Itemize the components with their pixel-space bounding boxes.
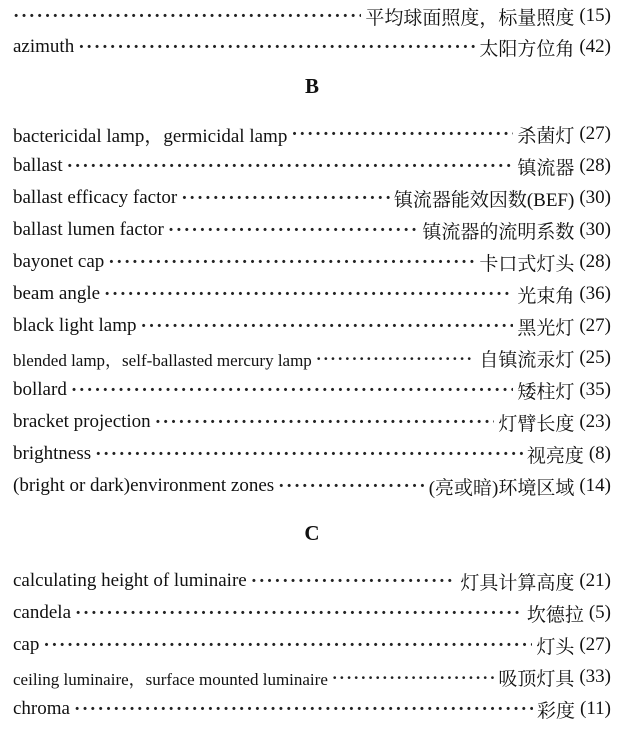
entry-term: black light lamp <box>13 315 137 336</box>
dot-leader <box>67 156 514 177</box>
dot-leader <box>43 635 532 656</box>
entry-chinese: 坎德拉 <box>526 604 584 626</box>
index-entry <box>13 248 611 276</box>
entry-term: ballast lumen factor <box>13 219 164 240</box>
entry-term: cap <box>13 634 40 655</box>
dot-leader <box>278 476 425 497</box>
index-entry <box>13 344 611 372</box>
entry-term: blended lamp，self-ballasted mercury lamp <box>13 350 312 370</box>
entry-chinese: 太阳方位角 <box>479 38 575 60</box>
dot-leader <box>108 252 475 273</box>
entry-page: (15) <box>579 5 611 26</box>
dot-leader <box>13 6 361 27</box>
index-entry <box>13 152 611 180</box>
entry-page: (25) <box>579 347 611 368</box>
index-entry <box>13 631 611 659</box>
index-entry <box>13 695 611 723</box>
entry-chinese: 平均球面照度，标量照度 <box>365 7 575 29</box>
entry-chinese: 光束角 <box>517 285 575 307</box>
entry-chinese: (亮或暗)环境区域 <box>428 477 575 499</box>
entry-chinese: 视亮度 <box>526 445 584 467</box>
dot-leader <box>251 571 457 592</box>
entry-term: bollard <box>13 379 67 400</box>
entry-chinese: 黑光灯 <box>517 317 575 339</box>
entry-page: (11) <box>580 698 611 719</box>
index-entry <box>13 216 611 244</box>
dot-leader <box>71 380 514 401</box>
entry-term: bactericidal lamp，germicidal lamp <box>13 125 288 147</box>
dot-leader <box>95 444 523 465</box>
entry-chinese: 灯具计算高度 <box>460 572 575 594</box>
entry-page: (42) <box>579 36 611 57</box>
dot-leader <box>316 349 476 368</box>
entry-term: bayonet cap <box>13 251 105 272</box>
index-entry <box>13 2 611 30</box>
entry-page: (28) <box>579 155 611 176</box>
entry-chinese: 杀菌灯 <box>517 125 575 147</box>
entry-term: chroma <box>13 698 70 719</box>
entry-term: ballast efficacy factor <box>13 187 178 208</box>
dot-leader <box>74 699 533 720</box>
entry-page: (27) <box>579 123 611 144</box>
entry-chinese: 灯臂长度 <box>498 413 575 435</box>
dot-leader <box>155 412 495 433</box>
entry-term: beam angle <box>13 283 101 304</box>
entry-term: azimuth <box>13 36 75 57</box>
entry-term: (bright or dark)environment zones <box>13 475 275 496</box>
dot-leader <box>332 668 494 687</box>
entry-page: (30) <box>579 187 611 208</box>
entry-chinese: 卡口式灯头 <box>479 253 575 275</box>
entry-page: (14) <box>579 475 611 496</box>
index-entry <box>13 33 611 61</box>
index-entry <box>13 312 611 340</box>
entry-page: (5) <box>588 602 611 623</box>
index-entry <box>13 120 611 148</box>
entry-page: (23) <box>579 411 611 432</box>
entry-chinese: 矮柱灯 <box>517 381 575 403</box>
entry-chinese: 镇流器能效因数(BEF) <box>393 189 575 211</box>
dot-leader <box>168 220 418 241</box>
entry-page: (35) <box>579 379 611 400</box>
entry-page: (36) <box>579 283 611 304</box>
entry-term: candela <box>13 602 72 623</box>
entry-page: (27) <box>579 315 611 336</box>
index-entry <box>13 663 611 691</box>
entry-term: ceiling luminaire，surface mounted luminaire <box>13 669 328 689</box>
entry-page: (8) <box>588 443 611 464</box>
entry-term: bracket projection <box>13 411 151 432</box>
dot-leader <box>75 603 523 624</box>
entry-term: ballast <box>13 155 63 176</box>
entry-chinese: 镇流器 <box>517 157 575 179</box>
index-entry <box>13 184 611 212</box>
index-entry <box>13 376 611 404</box>
dot-leader <box>291 124 513 145</box>
entry-page: (33) <box>579 666 611 687</box>
index-entry <box>13 280 611 308</box>
index-entry <box>13 408 611 436</box>
index-entry <box>13 472 611 500</box>
entry-chinese: 彩度 <box>537 700 576 722</box>
index-entry <box>13 599 611 627</box>
index-entry <box>13 440 611 468</box>
entry-page: (28) <box>579 251 611 272</box>
dot-leader <box>140 316 513 337</box>
entry-chinese: 自镇流汞灯 <box>479 349 575 371</box>
dot-leader <box>181 188 390 209</box>
entry-term: brightness <box>13 443 92 464</box>
index-entry <box>13 567 611 595</box>
section-letter-b: B <box>304 74 319 98</box>
entry-chinese: 灯头 <box>536 636 575 658</box>
section-letter-c: C <box>304 521 320 545</box>
entry-page: (30) <box>579 219 611 240</box>
dot-leader <box>78 37 475 58</box>
entry-page: (21) <box>579 570 611 591</box>
entry-chinese: 镇流器的流明系数 <box>422 221 575 243</box>
entry-page: (27) <box>579 634 611 655</box>
dot-leader <box>104 284 513 305</box>
entry-term: calculating height of luminaire <box>13 570 247 591</box>
entry-chinese: 吸顶灯具 <box>498 668 575 690</box>
